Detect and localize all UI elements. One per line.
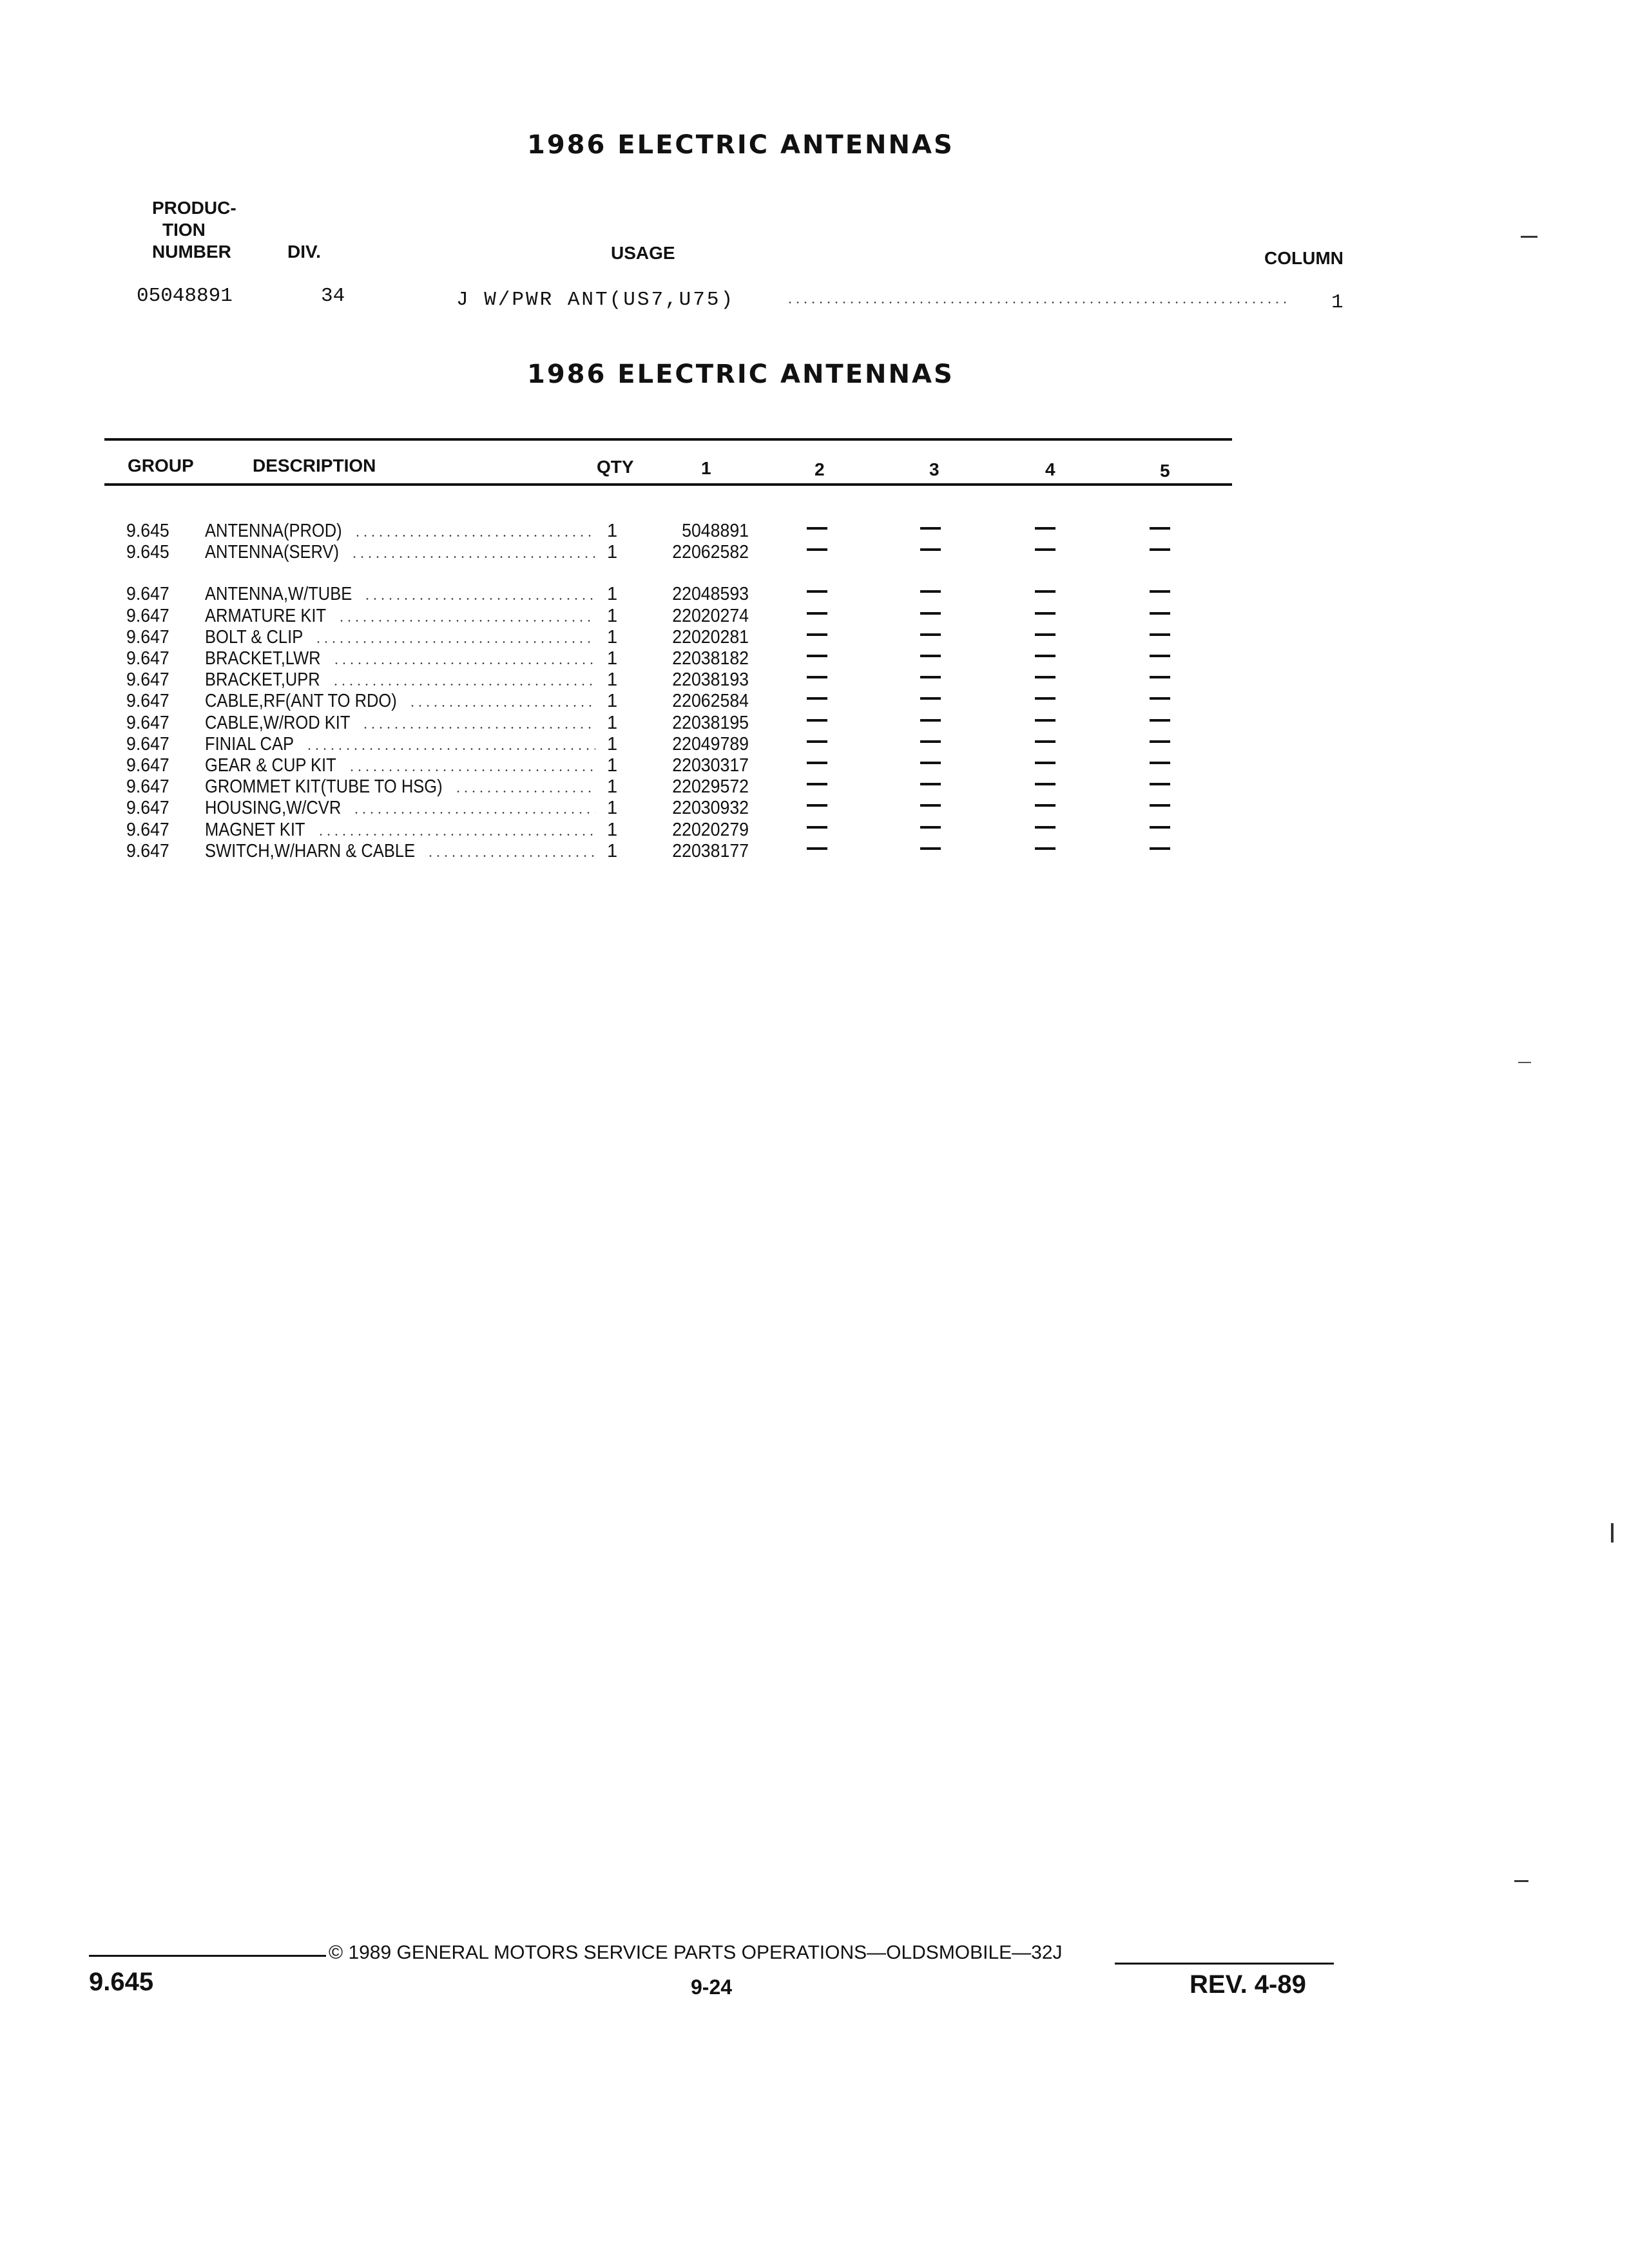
row-empty-column-4-dash: [1035, 612, 1055, 615]
table-row: [0, 776, 1629, 798]
table-row: [0, 627, 1629, 648]
table-row: [0, 606, 1629, 627]
row-part-number: 22038182: [672, 648, 749, 669]
row-empty-column-4-dash: [1035, 762, 1055, 764]
row-empty-column-4-dash: [1035, 697, 1055, 700]
div-value: 34: [321, 285, 345, 307]
row-description-text: BRACKET,LWR: [205, 648, 321, 669]
row-description-text: BRACKET,UPR: [205, 669, 320, 691]
row-description: [205, 776, 592, 798]
usage-dot-leader: [786, 302, 1289, 303]
table-row: [0, 542, 1629, 563]
row-dot-leader: [427, 855, 595, 857]
row-empty-column-3-dash: [920, 548, 941, 551]
row-part-number: 22020274: [672, 605, 749, 626]
row-group: 9.647: [126, 626, 169, 648]
row-empty-column-4-dash: [1035, 548, 1055, 551]
row-empty-column-4-dash: [1035, 655, 1055, 657]
row-part-number: 22062582: [672, 542, 749, 563]
production-number-header: [152, 197, 236, 263]
row-empty-column-3-dash: [920, 676, 941, 678]
row-description-text: MAGNET KIT: [205, 819, 305, 840]
row-dot-leader: [348, 769, 595, 771]
row-qty: 1: [607, 542, 618, 563]
table-top-rule: [104, 438, 1232, 441]
row-empty-column-5-dash: [1150, 612, 1170, 615]
row-empty-column-3-dash: [920, 783, 941, 785]
usage-header: USAGE: [611, 243, 675, 263]
row-empty-column-5-dash: [1150, 783, 1170, 785]
row-empty-column-2-dash: [807, 612, 827, 615]
row-empty-column-5-dash: [1150, 847, 1170, 850]
div-header: DIV.: [287, 242, 321, 262]
row-empty-column-5-dash: [1150, 527, 1170, 530]
row-description: [205, 584, 592, 605]
footer-rule-left: [89, 1955, 326, 1957]
row-group: 9.647: [126, 691, 169, 712]
row-dot-leader: [454, 791, 595, 793]
production-number-header-line-1: PRODUC-: [152, 198, 236, 218]
group-column-header: GROUP: [128, 456, 194, 476]
row-empty-column-5-dash: [1150, 740, 1170, 743]
row-description-text: CABLE,W/ROD KIT: [205, 712, 351, 733]
row-empty-column-5-dash: [1150, 633, 1170, 636]
row-dot-leader: [338, 620, 595, 622]
row-empty-column-2-dash: [807, 676, 827, 678]
row-empty-column-4-dash: [1035, 847, 1055, 850]
row-description-text: ANTENNA,W/TUBE: [205, 584, 352, 605]
row-group: 9.647: [126, 669, 169, 691]
row-dot-leader: [409, 705, 595, 707]
row-group: 9.647: [126, 712, 169, 733]
row-empty-column-3-dash: [920, 762, 941, 764]
margin-mark: [1611, 1523, 1614, 1542]
row-description-text: BOLT & CLIP: [205, 626, 304, 648]
row-empty-column-5-dash: [1150, 826, 1170, 829]
row-group: 9.647: [126, 584, 169, 605]
row-part-number: 22038177: [672, 840, 749, 861]
row-empty-column-2-dash: [807, 826, 827, 829]
row-dot-leader: [352, 812, 595, 814]
row-empty-column-4-dash: [1035, 783, 1055, 785]
row-group: 9.647: [126, 776, 169, 798]
row-empty-column-2-dash: [807, 655, 827, 657]
row-empty-column-2-dash: [807, 783, 827, 785]
row-qty: 1: [607, 733, 618, 754]
table-row: [0, 841, 1629, 862]
row-empty-column-3-dash: [920, 847, 941, 850]
row-empty-column-2-dash: [807, 548, 827, 551]
row-description-text: CABLE,RF(ANT TO RDO): [205, 691, 397, 712]
row-description: [205, 713, 592, 734]
row-dot-leader: [314, 641, 595, 643]
row-part-number: 22029572: [672, 776, 749, 798]
table-row: [0, 521, 1629, 542]
row-description-text: ANTENNA(SERV): [205, 542, 339, 563]
row-description: [205, 669, 592, 691]
row-group: 9.647: [126, 755, 169, 776]
row-qty: 1: [607, 776, 618, 798]
table-row: [0, 691, 1629, 712]
column-1-header: 1: [701, 458, 711, 478]
table-row: [0, 648, 1629, 669]
row-empty-column-5-dash: [1150, 697, 1170, 700]
row-empty-column-2-dash: [807, 697, 827, 700]
row-description: [205, 691, 592, 712]
row-part-number: 22020281: [672, 626, 749, 648]
row-description: [205, 820, 592, 841]
row-dot-leader: [305, 748, 595, 750]
row-empty-column-4-dash: [1035, 719, 1055, 722]
footer-revision: REV. 4-89: [1190, 1970, 1306, 1999]
row-group: 9.645: [126, 521, 169, 541]
row-description-text: GROMMET KIT(TUBE TO HSG): [205, 776, 443, 798]
row-qty: 1: [607, 521, 618, 541]
row-part-number: 22038195: [672, 712, 749, 733]
row-description: [205, 606, 592, 627]
margin-mark: [1521, 236, 1537, 238]
section-title: 1986 ELECTRIC ANTENNAS: [527, 360, 954, 389]
row-part-number: 5048891: [682, 521, 749, 541]
production-number-header-line-2: TION: [162, 220, 206, 240]
row-group: 9.647: [126, 605, 169, 626]
row-empty-column-5-dash: [1150, 719, 1170, 722]
row-empty-column-2-dash: [807, 633, 827, 636]
table-header-rule: [104, 483, 1232, 486]
column-2-header: 2: [815, 459, 825, 479]
row-group: 9.647: [126, 819, 169, 840]
row-qty: 1: [607, 691, 618, 712]
row-qty: 1: [607, 584, 618, 605]
row-empty-column-4-dash: [1035, 740, 1055, 743]
table-row: [0, 734, 1629, 755]
row-dot-leader: [361, 727, 595, 729]
column-value: 1: [1331, 291, 1344, 314]
row-description: [205, 627, 592, 648]
row-part-number: 22038193: [672, 669, 749, 691]
row-description-text: ANTENNA(PROD): [205, 521, 342, 541]
production-number-header-line-3: NUMBER: [152, 242, 231, 262]
row-description-text: HOUSING,W/CVR: [205, 798, 342, 819]
column-5-header: 5: [1160, 461, 1170, 481]
row-description: [205, 798, 592, 819]
row-empty-column-5-dash: [1150, 676, 1170, 678]
row-description: [205, 542, 592, 563]
row-description: [205, 521, 592, 542]
row-qty: 1: [607, 669, 618, 691]
footer-rule-right: [1115, 1963, 1334, 1965]
row-part-number: 22049789: [672, 733, 749, 754]
table-row: [0, 669, 1629, 691]
row-part-number: 22030932: [672, 798, 749, 819]
column-header: COLUMN: [1264, 248, 1344, 268]
row-empty-column-5-dash: [1150, 655, 1170, 657]
table-row: [0, 584, 1629, 605]
table-row: [0, 798, 1629, 819]
row-description: [205, 755, 592, 776]
row-qty: 1: [607, 712, 618, 733]
row-empty-column-3-dash: [920, 697, 941, 700]
usage-value: J W/PWR ANT(US7,U75): [456, 289, 735, 311]
row-part-number: 22020279: [672, 819, 749, 840]
table-row: [0, 713, 1629, 734]
row-qty: 1: [607, 819, 618, 840]
footer-page-number: 9-24: [691, 1975, 733, 1999]
row-description: [205, 648, 592, 669]
row-empty-column-3-dash: [920, 633, 941, 636]
row-empty-column-2-dash: [807, 804, 827, 807]
table-row: [0, 755, 1629, 776]
row-empty-column-4-dash: [1035, 527, 1055, 530]
row-description-text: GEAR & CUP KIT: [205, 755, 336, 776]
margin-mark: [1514, 1880, 1528, 1882]
production-number-value: 05048891: [137, 285, 233, 307]
row-description: [205, 734, 592, 755]
row-dot-leader: [354, 535, 595, 537]
row-group: 9.645: [126, 542, 169, 563]
row-empty-column-2-dash: [807, 762, 827, 764]
row-empty-column-3-dash: [920, 804, 941, 807]
table-row: [0, 820, 1629, 841]
footer-copyright: © 1989 GENERAL MOTORS SERVICE PARTS OPERATIONS—OLDSMOBILE—32J: [329, 1942, 1063, 1963]
row-qty: 1: [607, 605, 618, 626]
row-description-text: ARMATURE KIT: [205, 605, 327, 626]
row-empty-column-5-dash: [1150, 762, 1170, 764]
row-dot-leader: [317, 834, 595, 836]
description-column-header: DESCRIPTION: [253, 456, 376, 476]
row-empty-column-3-dash: [920, 719, 941, 722]
qty-column-header: QTY: [597, 457, 634, 477]
row-part-number: 22062584: [672, 691, 749, 712]
row-group: 9.647: [126, 840, 169, 861]
row-empty-column-3-dash: [920, 590, 941, 593]
page-title: 1986 ELECTRIC ANTENNAS: [527, 130, 954, 160]
row-empty-column-4-dash: [1035, 676, 1055, 678]
row-qty: 1: [607, 626, 618, 648]
row-qty: 1: [607, 648, 618, 669]
row-part-number: 22030317: [672, 755, 749, 776]
row-empty-column-5-dash: [1150, 590, 1170, 593]
row-dot-leader: [351, 556, 595, 558]
row-empty-column-2-dash: [807, 527, 827, 530]
margin-mark: [1518, 1062, 1531, 1063]
row-qty: 1: [607, 755, 618, 776]
row-empty-column-3-dash: [920, 527, 941, 530]
row-dot-leader: [332, 684, 595, 686]
row-dot-leader: [333, 662, 595, 664]
row-empty-column-3-dash: [920, 740, 941, 743]
row-empty-column-4-dash: [1035, 590, 1055, 593]
row-group: 9.647: [126, 798, 169, 819]
row-empty-column-2-dash: [807, 719, 827, 722]
row-qty: 1: [607, 840, 618, 861]
column-4-header: 4: [1045, 459, 1055, 479]
row-qty: 1: [607, 798, 618, 819]
row-part-number: 22048593: [672, 584, 749, 605]
row-empty-column-5-dash: [1150, 804, 1170, 807]
row-empty-column-3-dash: [920, 655, 941, 657]
row-empty-column-2-dash: [807, 847, 827, 850]
row-dot-leader: [363, 598, 595, 600]
footer-group-number: 9.645: [89, 1968, 154, 1996]
row-group: 9.647: [126, 648, 169, 669]
row-empty-column-2-dash: [807, 590, 827, 593]
column-3-header: 3: [929, 459, 940, 479]
row-empty-column-2-dash: [807, 740, 827, 743]
row-empty-column-3-dash: [920, 826, 941, 829]
row-empty-column-5-dash: [1150, 548, 1170, 551]
row-group: 9.647: [126, 733, 169, 754]
row-description: [205, 841, 592, 862]
row-description-text: SWITCH,W/HARN & CABLE: [205, 840, 416, 861]
row-empty-column-4-dash: [1035, 826, 1055, 829]
row-empty-column-4-dash: [1035, 633, 1055, 636]
row-empty-column-3-dash: [920, 612, 941, 615]
row-description-text: FINIAL CAP: [205, 733, 294, 754]
row-empty-column-4-dash: [1035, 804, 1055, 807]
